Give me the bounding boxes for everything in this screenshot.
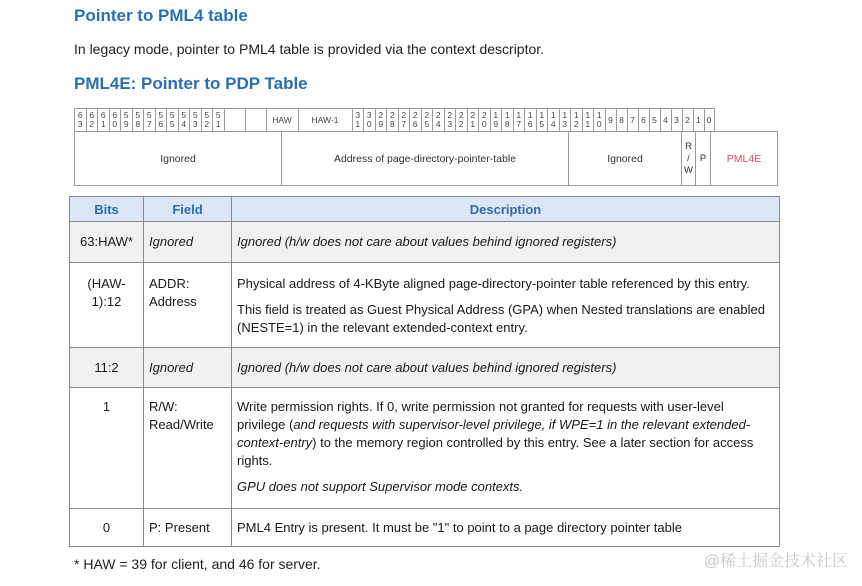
register-layout-figure [74, 108, 778, 187]
bit-number-cell [375, 108, 387, 132]
rw-letter: R [685, 140, 692, 152]
bit-number-cell [143, 108, 155, 132]
bit-digit: 2 [458, 110, 464, 120]
bit-digit: 1 [562, 110, 568, 120]
bit-number-cell [671, 108, 682, 132]
field-cell: R/W: Read/Write [149, 399, 214, 432]
bit-digit: 7 [516, 119, 522, 129]
bit-number-cell [501, 108, 513, 132]
bit-digit: 1 [504, 110, 510, 120]
bit-digit: 7 [401, 119, 407, 129]
bit-digit: 7 [146, 119, 152, 129]
bit-number-cell [616, 108, 627, 132]
bit-number-cell [298, 108, 352, 132]
bit-digit: 1 [585, 110, 591, 120]
bit-digit: 6 [77, 110, 83, 120]
col-header-field: Field [144, 197, 232, 222]
bits-cell: 1 [102, 399, 111, 414]
bit-digit: 2 [89, 119, 95, 129]
description-paragraph: Physical address of 4-KByte aligned page-directory-pointer table referenced by this entry. [237, 276, 750, 291]
field-cell: ADDR: Address [149, 276, 197, 309]
bit-digit: HAW [272, 114, 292, 125]
bit-number-cell [86, 108, 98, 132]
bit-number-cell [490, 108, 502, 132]
bit-digit: 0 [112, 119, 118, 129]
bit-digit: 5 [181, 110, 187, 120]
bit-digit: 3 [192, 119, 198, 129]
description-cell: PML4 Entry is present. It must be "1" to point to a page directory pointer table [237, 520, 682, 535]
bit-digit: 1 [696, 114, 701, 125]
bit-digit: 3 [447, 119, 453, 129]
bit-digit: 2 [435, 110, 441, 120]
bit-number-cell [478, 108, 490, 132]
bit-digit: 9 [493, 119, 499, 129]
bit-number-cell [352, 108, 364, 132]
bit-digit: 5 [539, 119, 545, 129]
bit-digit: 1 [355, 119, 361, 129]
bit-digit: 5 [215, 110, 221, 120]
intro-text: In legacy mode, pointer to PML4 table is provided via the context descriptor. [74, 41, 545, 57]
bit-number-cell [363, 108, 375, 132]
bit-number-cell [682, 108, 693, 132]
bit-digit: 1 [573, 110, 579, 120]
table-row [70, 348, 780, 388]
bit-digit: 2 [458, 119, 464, 129]
rw-letter: / [687, 152, 690, 164]
section-heading: PML4E: Pointer to PDP Table [74, 74, 308, 93]
field-cell: P: Present [149, 520, 210, 535]
bit-number-cell [155, 108, 167, 132]
bit-digit: 6 [112, 110, 118, 120]
bit-digit: 1 [493, 110, 499, 120]
field-cell: Ignored [149, 360, 194, 375]
bit-digit: 9 [608, 114, 613, 125]
bit-number-cell [398, 108, 410, 132]
bit-digit: 4 [663, 114, 668, 125]
bit-digit: 6 [158, 119, 164, 129]
bit-number-cell [704, 108, 715, 132]
bit-digit: 1 [100, 119, 106, 129]
table-row [70, 222, 780, 263]
bit-number-cell [120, 108, 132, 132]
bit-number-cell [409, 108, 421, 132]
bit-digit: 5 [169, 110, 175, 120]
bit-number-cell [109, 108, 121, 132]
bit-number-cell [421, 108, 433, 132]
bit-digit: 4 [550, 119, 556, 129]
field-address: Address of page-directory-pointer-table [281, 131, 568, 186]
section-heading: Pointer to PML4 table [74, 6, 248, 25]
bit-number-cell [444, 108, 456, 132]
bit-digit: 3 [674, 114, 679, 125]
bit-digit: 7 [630, 114, 635, 125]
field-ignored-low: Ignored [568, 131, 681, 186]
bit-number-cell [166, 108, 178, 132]
bit-number-cell [432, 108, 444, 132]
bit-number-cell [178, 108, 190, 132]
watermark: @稀土掘金技术社区 [703, 553, 848, 570]
bit-number-cell [660, 108, 671, 132]
bit-digit: 5 [123, 110, 129, 120]
bit-number-cell [524, 108, 536, 132]
bit-digit: 3 [366, 110, 372, 120]
bit-number-cell [649, 108, 660, 132]
bit-digit: 1 [550, 110, 556, 120]
bit-digit: 8 [619, 114, 624, 125]
bits-cell: 63:HAW* [80, 234, 133, 249]
bit-number-cell [582, 108, 594, 132]
bit-digit: 5 [169, 119, 175, 129]
bit-digit: 3 [355, 110, 361, 120]
bit-digit: 2 [470, 110, 476, 120]
bit-digit: 1 [215, 119, 221, 129]
bits-cell: 0 [102, 520, 111, 535]
bit-number-cell [245, 108, 266, 132]
description-cell [232, 263, 779, 341]
bit-number-cell [189, 108, 201, 132]
bit-digit: 6 [527, 119, 533, 129]
bit-number-cell [212, 108, 224, 132]
bit-digit: 2 [447, 110, 453, 120]
bit-digit: 2 [378, 110, 384, 120]
bit-digit: 5 [146, 110, 152, 120]
bit-number-cell [559, 108, 571, 132]
field-rw [681, 131, 695, 186]
col-header-description: Description [232, 197, 780, 222]
bit-digit: 9 [123, 119, 129, 129]
bit-digit: 2 [424, 110, 430, 120]
bit-digit: HAW-1 [311, 114, 339, 125]
bit-number-row [74, 108, 715, 132]
bit-digit: 1 [527, 110, 533, 120]
rw-letter: W [684, 164, 693, 176]
bit-digit: 0 [706, 114, 712, 125]
bit-digit: 5 [158, 110, 164, 120]
bit-number-cell [467, 108, 479, 132]
bit-digit: 6 [100, 110, 106, 120]
bit-digit: 2 [685, 114, 690, 125]
bit-digit: 5 [192, 110, 198, 120]
bit-number-cell [266, 108, 298, 132]
bit-digit: 9 [378, 119, 384, 129]
bit-number-cell [638, 108, 649, 132]
register-fields [74, 131, 778, 186]
bit-digit: 2 [481, 110, 487, 120]
bit-digit: 5 [204, 110, 210, 120]
field-p: P [695, 131, 710, 186]
bit-number-cell [536, 108, 548, 132]
bit-number-cell [224, 108, 245, 132]
field-cell: Ignored [149, 234, 194, 249]
bit-digit: 2 [389, 110, 395, 120]
table-row [70, 388, 780, 509]
bit-digit: 2 [412, 110, 418, 120]
description-paragraph: This field is treated as Guest Physical Address (GPA) when Nested translations are enabled (NESTE=1) in the relevant extended-context entry. [237, 302, 765, 335]
bit-digit: 1 [539, 110, 545, 120]
bit-digit: 8 [504, 119, 510, 129]
bit-digit: 8 [389, 119, 395, 129]
field-ignored-high: Ignored [74, 131, 281, 186]
bit-number-cell [693, 108, 704, 132]
bit-digit: 2 [401, 110, 407, 120]
bit-number-cell [605, 108, 616, 132]
bit-digit: 0 [481, 119, 487, 129]
description-note: GPU does not support Supervisor mode contexts. [237, 479, 524, 494]
bit-digit: 5 [652, 114, 657, 125]
bit-digit: 2 [204, 119, 210, 129]
field-name: PML4E [710, 131, 778, 186]
bit-digit: 4 [181, 119, 187, 129]
bit-digit: 6 [412, 119, 418, 129]
bit-number-cell [570, 108, 582, 132]
bit-digit: 0 [596, 119, 602, 129]
bit-digit: 5 [135, 110, 141, 120]
bit-digit: 8 [135, 119, 141, 129]
description-cell: Ignored (h/w does not care about values behind ignored registers) [237, 234, 617, 249]
field-description-table [69, 196, 780, 547]
col-header-bits: Bits [70, 197, 144, 222]
bit-digit: 4 [435, 119, 441, 129]
bit-digit: 5 [424, 119, 430, 129]
bit-number-cell [627, 108, 638, 132]
bit-number-cell [513, 108, 525, 132]
description-paragraph: Write permission rights. If 0, write permission not granted for requests with user-level privilege (and requests with supervisor-level privilege, if WPE=1 in the relevant extended-context-entry) to the memory region controlled by this entry. See a later section for access rights. [237, 399, 754, 468]
bit-number-cell [547, 108, 559, 132]
bit-digit: 3 [77, 119, 83, 129]
bit-number-cell [593, 108, 605, 132]
bit-number-cell [74, 108, 86, 132]
bit-number-cell [132, 108, 144, 132]
description-cell [232, 388, 779, 500]
bit-number-cell [97, 108, 109, 132]
bit-digit: 0 [366, 119, 372, 129]
bits-cell: (HAW-1):12 [87, 276, 126, 309]
bit-number-cell [455, 108, 467, 132]
bit-digit: 2 [573, 119, 579, 129]
bit-number-cell [201, 108, 213, 132]
bit-digit: 1 [516, 110, 522, 120]
bit-digit: 3 [562, 119, 568, 129]
bit-digit: 6 [641, 114, 646, 125]
bit-digit: 1 [585, 119, 591, 129]
bit-digit: 6 [89, 110, 95, 120]
table-row [70, 263, 780, 348]
bits-cell: 11:2 [94, 360, 119, 375]
bit-number-cell [386, 108, 398, 132]
footnote: * HAW = 39 for client, and 46 for server. [74, 556, 321, 572]
description-cell: Ignored (h/w does not care about values behind ignored registers) [237, 360, 617, 375]
table-row [70, 509, 780, 547]
bit-digit: 1 [596, 110, 602, 120]
bit-digit: 1 [470, 119, 476, 129]
